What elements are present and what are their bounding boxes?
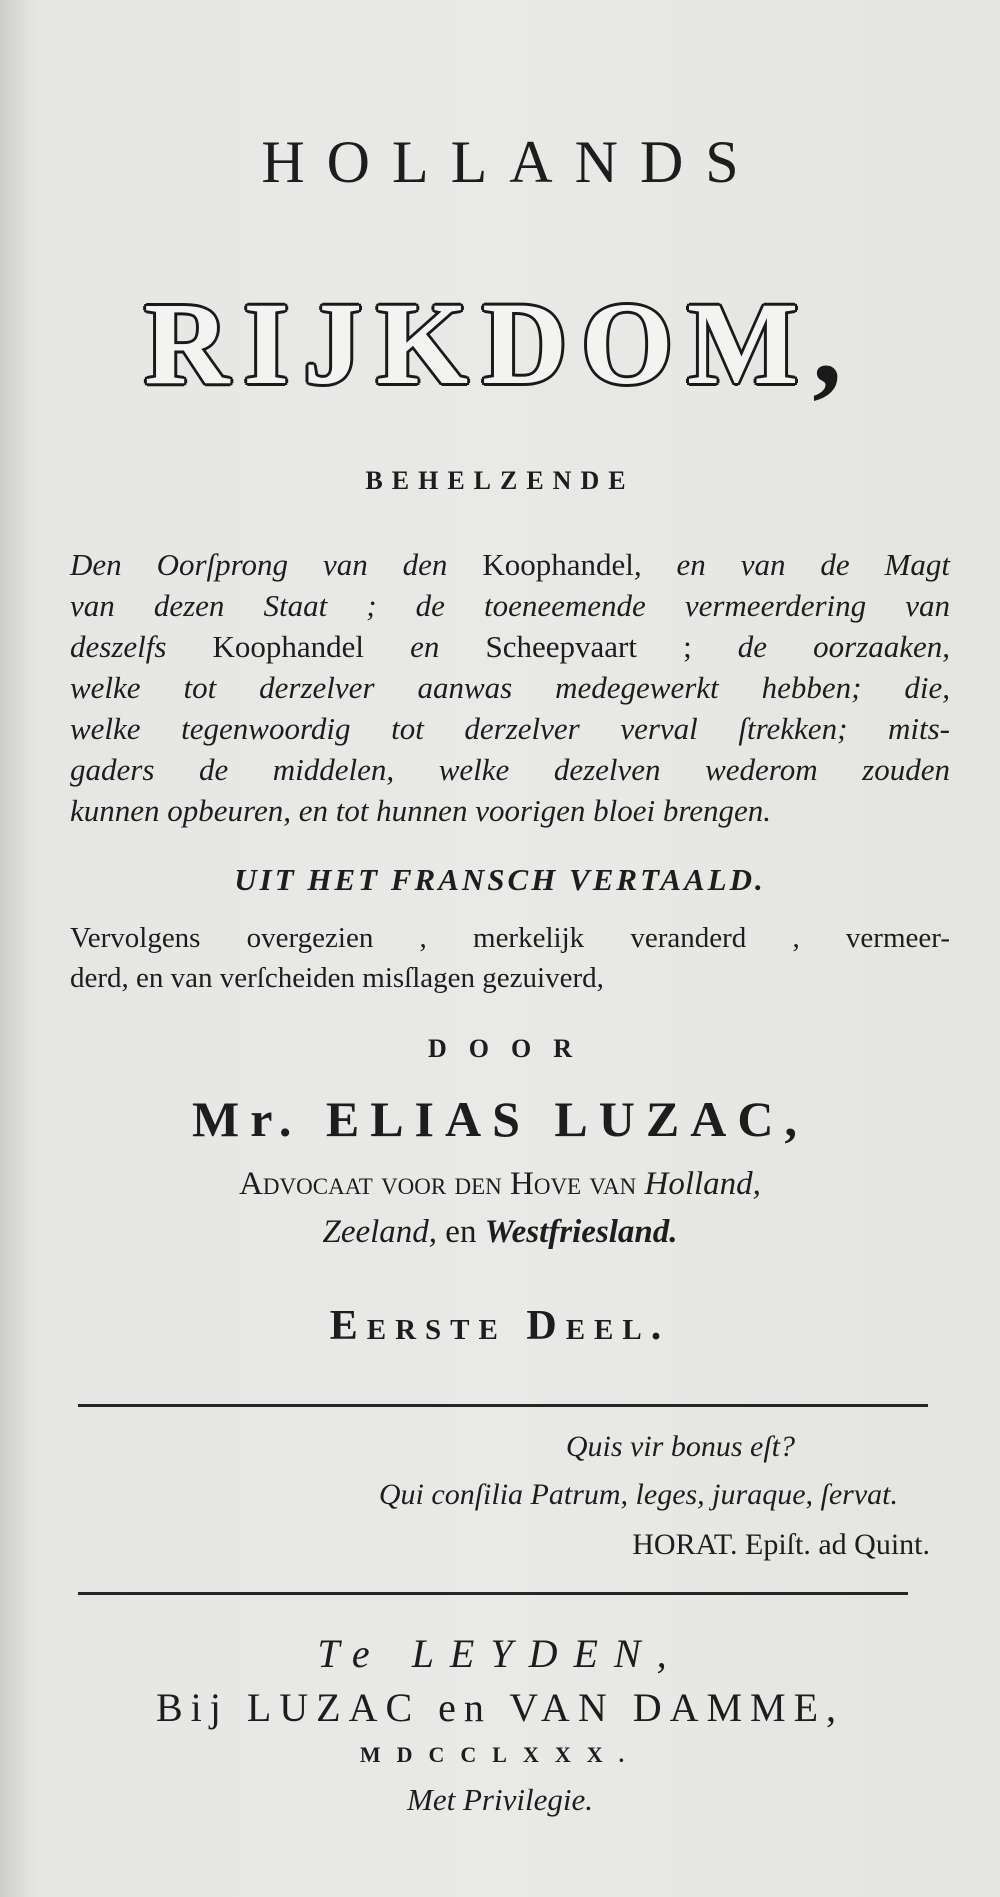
title-line-2 [0,276,1000,412]
revision-line: Vervolgens overgezien , merkelijk veranderd , vermeer- [70,922,950,954]
office-text: Advocaat voor den Hove van [239,1166,637,1202]
description-line [70,626,950,667]
revision-note [70,918,950,998]
motto-line: Quis vir bonus eſt? [565,1430,795,1463]
translation-note: UIT HET FRANSCH VERTAALD. [234,862,766,897]
imprint-privilege: Met Privilegie. [407,1782,593,1817]
description-line: van dezen Staat ; de toeneemende vermeerdering van [70,588,950,623]
description-text: Den Oorſprong van den [70,547,448,582]
province-text: Westfriesland. [484,1214,678,1250]
imprint-city: Te LEYDEN, [317,1631,683,1676]
motto-line: Qui conſilia Patrum, leges, juraque, ſervat. [378,1478,898,1511]
description-line: gaders de middelen, welke dezelven wederom zouden [70,752,950,787]
author-office [0,1166,1000,1203]
divider-rule [78,1592,908,1595]
description-text: en [410,629,440,664]
author-name: Mr. ELIAS LUZAC, [192,1091,808,1147]
by-label: DOOR [428,1034,594,1063]
author-provinces [0,1214,1000,1251]
description-text: Koophandel [212,629,365,664]
description-text: , en van de Magt [633,547,950,582]
description-text: Scheepvaart ; [485,629,692,664]
description-text: de oorzaaken, [737,629,951,664]
province-conjunction: en [445,1214,477,1250]
office-province: Holland, [644,1166,761,1202]
revision-line: derd, en van verſcheiden misſlagen gezuiverd, [70,962,604,994]
subtitle: BEHELZENDE [365,466,635,495]
divider-rule [78,1404,928,1407]
description-text: deszelfs [70,629,167,664]
description-line [70,544,950,585]
description-line: kunnen opbeuren, en tot hunnen voorigen bloei brengen. [70,793,772,828]
volume-label: Eerste Deel. [329,1303,671,1349]
imprint-year: MDCCLXXX. [359,1742,641,1767]
imprint-publisher: Bij LUZAC en VAN DAMME, [155,1685,845,1730]
description-paragraph [70,544,950,831]
title-comma: , [812,278,856,409]
province-text: Zeeland, [322,1214,438,1250]
description-line: welke tot derzelver aanwas medegewerkt hebben; die, [70,670,950,705]
description-line: welke tegenwoordig tot derzelver verval ſtrekken; mits- [70,711,950,746]
motto-attribution: HORAT. Epiſt. ad Quint. [632,1528,930,1561]
description-text: Koophandel [482,547,634,582]
title-line-1: HOLLANDS [261,129,761,195]
title-word: RIJKDOM [144,278,813,409]
